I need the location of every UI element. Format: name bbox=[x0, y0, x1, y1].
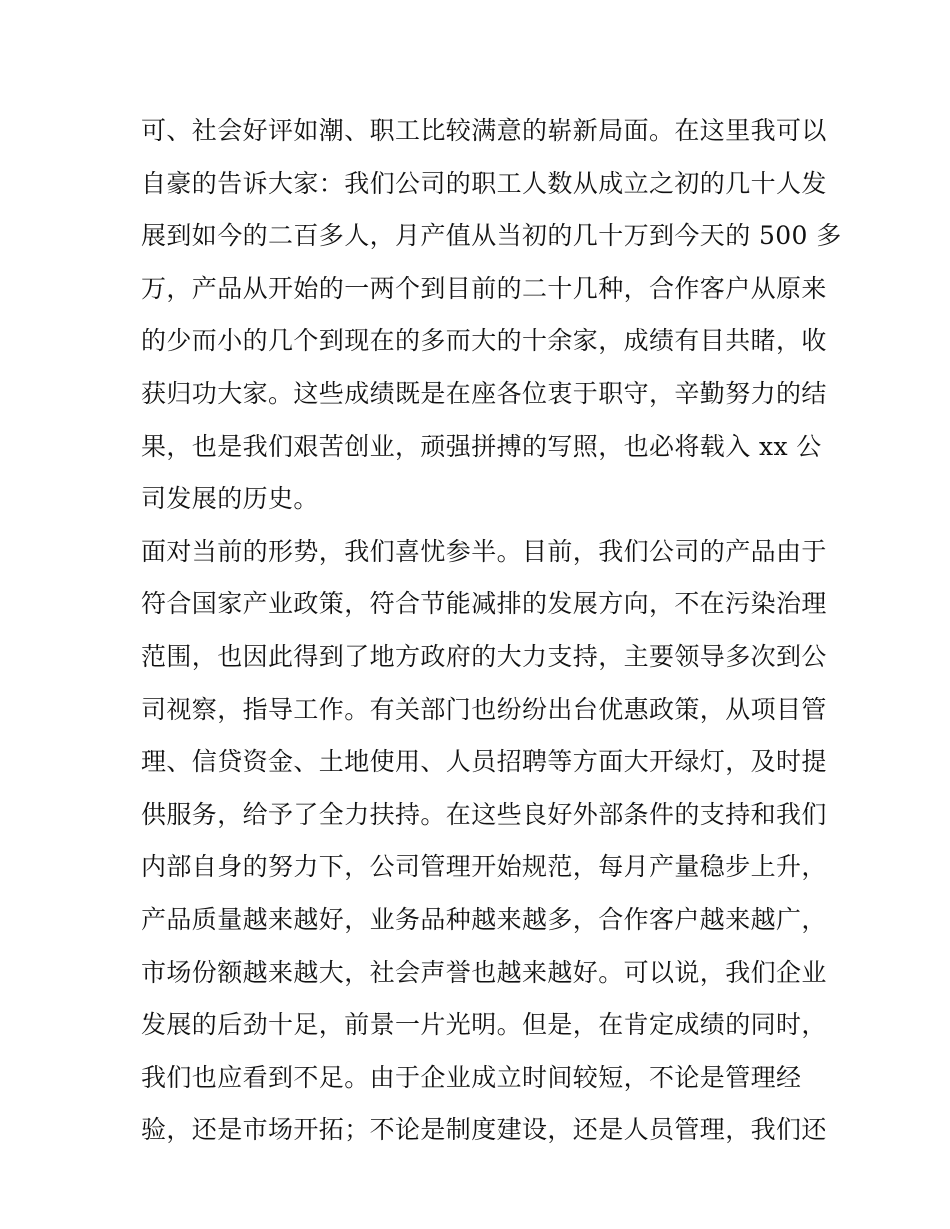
text-line-18: 发展的后劲十足，前景一片光明。但是，在肯定成绩的同时， bbox=[141, 1010, 827, 1040]
text-line-20: 验，还是市场开拓；不论是制度建设，还是人员管理，我们还 bbox=[141, 1115, 827, 1145]
text-line-5: 的少而小的几个到现在的多而大的十余家，成绩有目共睹，收 bbox=[141, 326, 827, 356]
text-line-16: 产品质量越来越好，业务品种越来越多，合作客户越来越广， bbox=[141, 904, 827, 934]
text-line-2: 自豪的告诉大家：我们公司的职工人数从成立之初的几十人发 bbox=[141, 168, 827, 198]
text-line-13: 理、信贷资金、土地使用、人员招聘等方面大开绿灯，及时提 bbox=[141, 747, 827, 777]
text-line-8: 司发展的历史。 bbox=[141, 484, 319, 514]
text-line-3: 展到如今的二百多人，月产值从当初的几十万到今天的 500 多 bbox=[141, 221, 842, 251]
text-line-12: 司视察，指导工作。有关部门也纷纷出台优惠政策，从项目管 bbox=[141, 694, 827, 724]
text-line-17: 市场份额越来越大，社会声誉也越来越好。可以说，我们企业 bbox=[141, 957, 827, 987]
body-text bbox=[141, 105, 842, 1157]
text-line-9: 面对当前的形势，我们喜忧参半。目前，我们公司的产品由于 bbox=[141, 536, 827, 566]
text-line-19: 我们也应看到不足。由于企业成立时间较短，不论是管理经 bbox=[141, 1062, 802, 1092]
text-line-1: 可、社会好评如潮、职工比较满意的崭新局面。在这里我可以 bbox=[141, 116, 827, 145]
text-line-6: 获归功大家。这些成绩既是在座各位衷于职守，辛勤努力的结 bbox=[141, 378, 827, 408]
text-line-4: 万，产品从开始的一两个到目前的二十几种，合作客户从原来 bbox=[141, 273, 827, 303]
text-line-14: 供服务，给予了全力扶持。在这些良好外部条件的支持和我们 bbox=[141, 799, 827, 829]
text-line-11: 范围，也因此得到了地方政府的大力支持，主要领导多次到公 bbox=[141, 641, 827, 671]
text-line-15: 内部自身的努力下，公司管理开始规范，每月产量稳步上升， bbox=[141, 852, 827, 882]
text-line-7: 果，也是我们艰苦创业，顽强拼搏的写照，也必将载入 xx 公 bbox=[141, 431, 822, 461]
text-line-10: 符合国家产业政策，符合节能减排的发展方向，不在污染治理 bbox=[141, 589, 827, 619]
